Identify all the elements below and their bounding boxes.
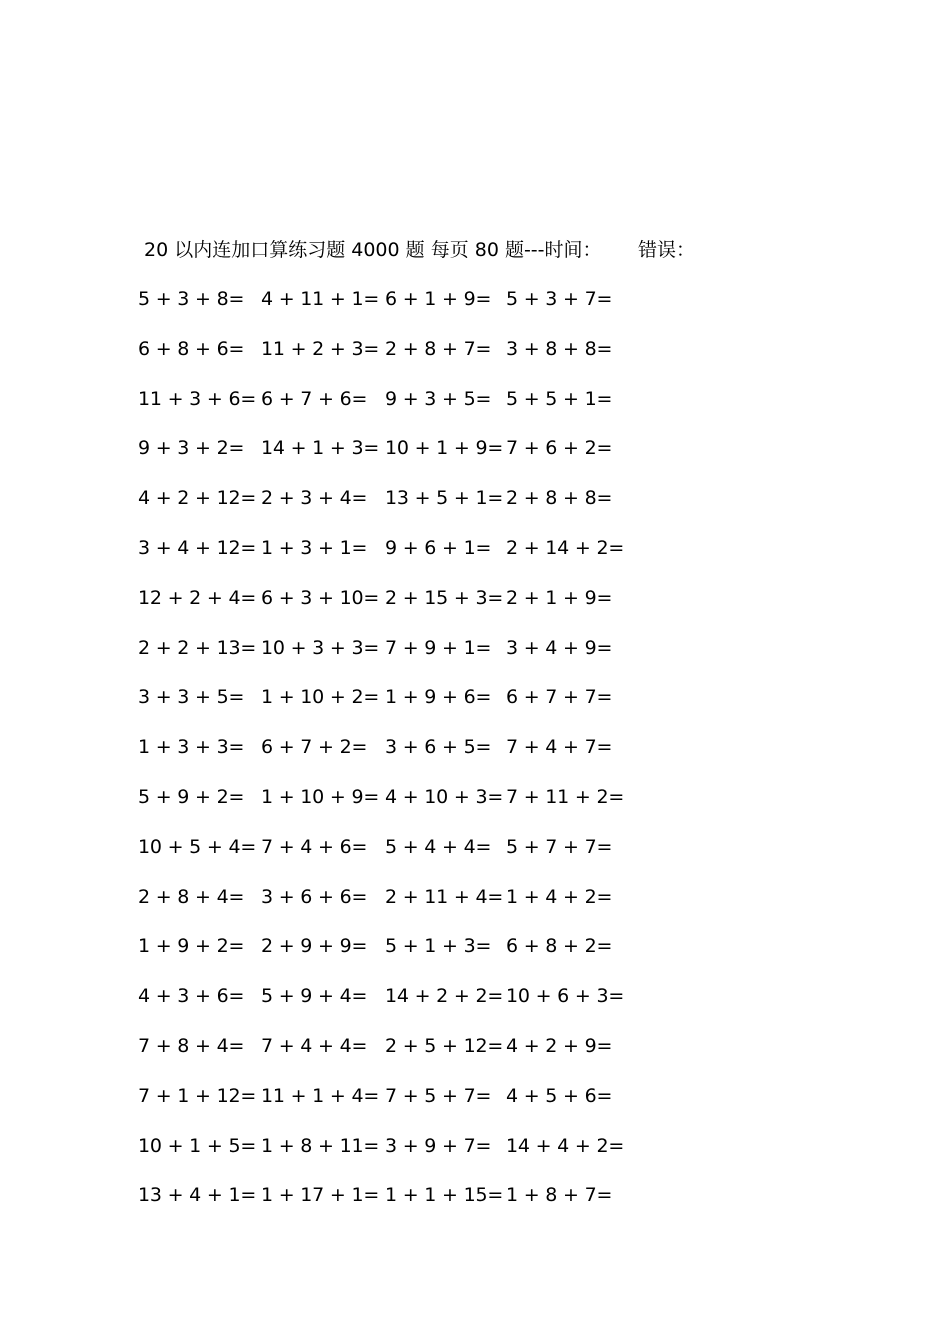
problem-item: 2 + 9 + 9= bbox=[261, 935, 368, 958]
problem-item: 5 + 9 + 4= bbox=[261, 985, 368, 1008]
problem-item: 10 + 6 + 3= bbox=[506, 985, 625, 1008]
problem-item: 1 + 8 + 11= bbox=[261, 1134, 380, 1157]
problem-item: 5 + 3 + 8= bbox=[138, 288, 245, 310]
problem-row bbox=[0, 931, 950, 981]
problem-item: 7 + 9 + 1= bbox=[385, 636, 492, 659]
worksheet-header bbox=[144, 236, 744, 264]
problem-item: 7 + 6 + 2= bbox=[506, 437, 613, 460]
problem-row bbox=[0, 1081, 950, 1131]
problem-item: 10 + 1 + 9= bbox=[385, 437, 504, 460]
problem-item: 1 + 9 + 6= bbox=[385, 686, 492, 709]
problem-item: 3 + 4 + 12= bbox=[138, 536, 257, 559]
problem-row bbox=[0, 682, 950, 732]
problem-item: 14 + 2 + 2= bbox=[385, 985, 504, 1008]
problem-item: 1 + 17 + 1= bbox=[261, 1184, 380, 1207]
problem-item: 11 + 1 + 4= bbox=[261, 1084, 380, 1107]
problem-item: 6 + 7 + 6= bbox=[261, 387, 368, 410]
problem-item: 7 + 1 + 12= bbox=[138, 1084, 257, 1107]
problem-item: 6 + 8 + 6= bbox=[138, 337, 245, 360]
problem-item: 9 + 3 + 5= bbox=[385, 387, 492, 410]
problem-item: 11 + 2 + 3= bbox=[261, 337, 380, 360]
problem-item: 11 + 3 + 6= bbox=[138, 387, 257, 410]
problem-row bbox=[0, 433, 950, 483]
problem-item: 7 + 4 + 7= bbox=[506, 736, 613, 759]
problem-item: 12 + 2 + 4= bbox=[138, 586, 257, 609]
problem-item: 4 + 3 + 6= bbox=[138, 985, 245, 1008]
problem-item: 7 + 8 + 4= bbox=[138, 1034, 245, 1057]
problem-row bbox=[0, 334, 950, 384]
problem-item: 5 + 5 + 1= bbox=[506, 387, 613, 410]
problem-item: 1 + 4 + 2= bbox=[506, 885, 613, 908]
problem-item: 14 + 1 + 3= bbox=[261, 437, 380, 460]
problem-item: 2 + 2 + 13= bbox=[138, 636, 257, 659]
problem-item: 2 + 11 + 4= bbox=[385, 885, 504, 908]
problem-item: 3 + 6 + 5= bbox=[385, 736, 492, 759]
problem-item: 10 + 3 + 3= bbox=[261, 636, 380, 659]
problem-row bbox=[0, 981, 950, 1031]
problem-item: 7 + 5 + 7= bbox=[385, 1084, 492, 1107]
problem-item: 4 + 2 + 9= bbox=[506, 1034, 613, 1057]
problem-row bbox=[0, 384, 950, 434]
problem-item: 14 + 4 + 2= bbox=[506, 1134, 625, 1157]
problem-grid bbox=[0, 284, 950, 1230]
problem-row bbox=[0, 533, 950, 583]
problem-item: 2 + 14 + 2= bbox=[506, 536, 625, 559]
problem-item: 3 + 6 + 6= bbox=[261, 885, 368, 908]
problem-item: 2 + 8 + 7= bbox=[385, 337, 492, 360]
problem-item: 2 + 3 + 4= bbox=[261, 487, 368, 510]
worksheet-title: 20 以内连加口算练习题 4000 题 每页 80 题---时间： bbox=[144, 239, 602, 261]
problem-item: 4 + 11 + 1= bbox=[261, 288, 380, 310]
problem-item: 1 + 3 + 1= bbox=[261, 536, 368, 559]
problem-item: 6 + 8 + 2= bbox=[506, 935, 613, 958]
problem-item: 5 + 9 + 2= bbox=[138, 785, 245, 808]
problem-item: 4 + 5 + 6= bbox=[506, 1084, 613, 1107]
problem-item: 2 + 5 + 12= bbox=[385, 1034, 504, 1057]
problem-item: 1 + 9 + 2= bbox=[138, 935, 245, 958]
problem-item: 3 + 8 + 8= bbox=[506, 337, 613, 360]
problem-item: 6 + 1 + 9= bbox=[385, 288, 492, 310]
problem-item: 10 + 5 + 4= bbox=[138, 835, 257, 858]
problem-row bbox=[0, 782, 950, 832]
problem-row bbox=[0, 1131, 950, 1181]
problem-item: 7 + 11 + 2= bbox=[506, 785, 625, 808]
problem-item: 3 + 4 + 9= bbox=[506, 636, 613, 659]
problem-row bbox=[0, 583, 950, 633]
problem-item: 3 + 3 + 5= bbox=[138, 686, 245, 709]
problem-item: 6 + 7 + 2= bbox=[261, 736, 368, 759]
problem-item: 5 + 3 + 7= bbox=[506, 288, 613, 310]
problem-item: 3 + 9 + 7= bbox=[385, 1134, 492, 1157]
problem-item: 13 + 4 + 1= bbox=[138, 1184, 257, 1207]
problem-item: 5 + 1 + 3= bbox=[385, 935, 492, 958]
problem-item: 5 + 4 + 4= bbox=[385, 835, 492, 858]
problem-item: 6 + 7 + 7= bbox=[506, 686, 613, 709]
problem-item: 2 + 8 + 4= bbox=[138, 885, 245, 908]
problem-row bbox=[0, 633, 950, 683]
problem-item: 2 + 15 + 3= bbox=[385, 586, 504, 609]
problem-item: 2 + 8 + 8= bbox=[506, 487, 613, 510]
problem-row bbox=[0, 483, 950, 533]
problem-row bbox=[0, 1180, 950, 1230]
problem-item: 1 + 10 + 9= bbox=[261, 785, 380, 808]
problem-item: 1 + 1 + 15= bbox=[385, 1184, 504, 1207]
problem-item: 13 + 5 + 1= bbox=[385, 487, 504, 510]
problem-row bbox=[0, 882, 950, 932]
problem-item: 1 + 3 + 3= bbox=[138, 736, 245, 759]
problem-item: 9 + 6 + 1= bbox=[385, 536, 492, 559]
problem-row bbox=[0, 832, 950, 882]
problem-row bbox=[0, 732, 950, 782]
problem-item: 5 + 7 + 7= bbox=[506, 835, 613, 858]
problem-item: 10 + 1 + 5= bbox=[138, 1134, 257, 1157]
problem-row bbox=[0, 1031, 950, 1081]
problem-item: 4 + 2 + 12= bbox=[138, 487, 257, 510]
problem-row bbox=[0, 284, 950, 334]
problem-item: 2 + 1 + 9= bbox=[506, 586, 613, 609]
problem-item: 1 + 10 + 2= bbox=[261, 686, 380, 709]
problem-item: 6 + 3 + 10= bbox=[261, 586, 380, 609]
problem-item: 7 + 4 + 6= bbox=[261, 835, 368, 858]
problem-item: 7 + 4 + 4= bbox=[261, 1034, 368, 1057]
problem-item: 1 + 8 + 7= bbox=[506, 1184, 613, 1207]
errors-label: 错误： bbox=[638, 239, 696, 261]
problem-item: 4 + 10 + 3= bbox=[385, 785, 504, 808]
problem-item: 9 + 3 + 2= bbox=[138, 437, 245, 460]
